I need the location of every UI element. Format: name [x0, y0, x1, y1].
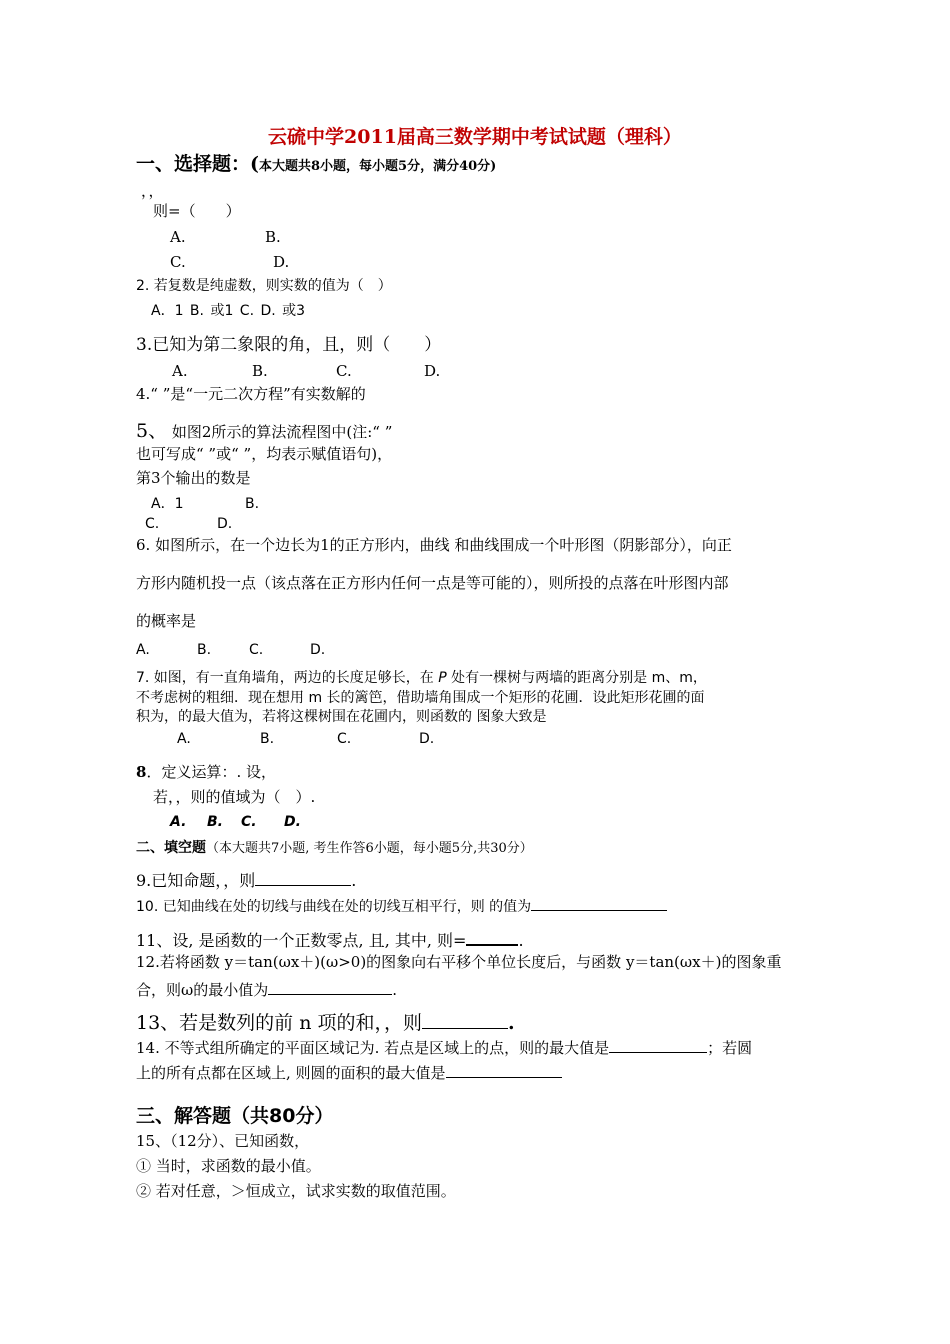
q7-option-d: D.: [419, 731, 435, 747]
q4-text: 4.“ ”是“一元二次方程”有实数解的: [136, 385, 366, 403]
q8-option-a: A.: [170, 814, 187, 830]
section2-note: （本大题共7小题, 考生作答6小题，每小题5分,共30分）: [206, 841, 533, 856]
q6-option-a: A.: [136, 642, 150, 658]
q13-line: [136, 1010, 515, 1036]
q7-point-label: P: [438, 670, 447, 686]
q5-option-d: D.: [217, 516, 233, 532]
q15-line2: ① 当时，求函数的最小值。: [136, 1157, 321, 1175]
q14-text-c: 上的所有点都在区域上, 则圆的面积的最大值是: [136, 1064, 446, 1082]
page-title: 云硫中学2011届高三数学期中考试试题（理科）: [268, 126, 682, 148]
q13-text: 13、若是数列的前 n 项的和，，则: [136, 1012, 422, 1034]
q13-answer-blank: [422, 1010, 508, 1029]
section1-header: [136, 151, 496, 177]
q14-answer-blank-1: [609, 1038, 707, 1053]
q5-line1: [136, 418, 392, 444]
q6-line3: 的概率是: [136, 612, 197, 630]
q3-option-c: C.: [336, 362, 352, 380]
q3-text: 3.已知为第二象限的角，且，则（ ）: [136, 335, 442, 355]
q10-text: 10. 已知曲线在处的切线与曲线在处的切线互相平行，则 的值为: [136, 899, 532, 915]
q6-option-d: D.: [310, 642, 326, 658]
q12-text: 合，则ω的最小值为: [136, 981, 269, 999]
q5-line3: 第3个输出的数是: [136, 469, 251, 487]
q11-end: .: [518, 931, 524, 950]
q14-text-b: ；若圆: [707, 1039, 753, 1057]
q12-end: .: [392, 981, 398, 999]
q7-line2: 不考虑树的粗细．现在想用 m 长的篱笆，借助墙角围成一个矩形的花圃．设此矩形花圃的面: [136, 690, 705, 706]
section2-header: [136, 837, 533, 859]
q3-option-d: D.: [424, 362, 441, 380]
q8-line2: 若，，则的值域为（ ）.: [153, 788, 316, 806]
q6-option-c: C.: [249, 642, 264, 658]
q7-text-a: 如图，有一直角墙角，两边的长度足够长，在: [149, 670, 439, 686]
q11-answer-blank: [466, 930, 518, 946]
q12-line1: 12.若将函数 y＝tan(ωx＋)(ω>0)的图象向右平移个单位长度后，与函数 y＝tan(ωx＋)的图象重: [136, 953, 782, 971]
q7-line1: [136, 668, 707, 688]
section2-heading: 二、填空题: [136, 840, 206, 856]
q1-line1: ，，: [141, 182, 164, 200]
q3-option-a: A.: [172, 362, 188, 380]
q11-line: [136, 930, 524, 951]
q5-option-b: B.: [245, 496, 260, 512]
q1-line2: 则=（ ）: [153, 202, 241, 220]
q6-option-b: B.: [197, 642, 212, 658]
q5-text: 如图2所示的算法流程图中(注:“ ”: [167, 423, 393, 441]
q7-option-c: C.: [337, 731, 352, 747]
q7-text-b: 处有一棵树与两墙的距离分别是 m、m，: [446, 670, 707, 686]
q8-option-c: C.: [241, 814, 257, 830]
q9-text: 9.已知命题，，则: [136, 871, 256, 890]
q8-line1: [136, 762, 276, 782]
q5-number: 5、: [136, 420, 168, 442]
q15-line1: 15、（12分）、已知函数，: [136, 1132, 310, 1150]
q5-line2: 也可写成“ ”或“ ”，均表示赋值语句)，: [136, 445, 393, 463]
section1-note: 本大题共8小题，每小题5分，满分40分): [259, 159, 497, 174]
q1-option-d: D.: [273, 253, 290, 271]
q6-line2: 方形内随机投一点（该点落在正方形内任何一点是等可能的），则所投的点落在叶形图内部: [136, 574, 729, 592]
q1-option-b: B.: [265, 228, 281, 246]
q1-option-c: C.: [170, 253, 186, 271]
q2-text: 2. 若复数是纯虚数，则实数的值为（ ）: [136, 278, 392, 294]
q14-line2: [136, 1063, 562, 1083]
q9-line: [136, 871, 356, 891]
q10-answer-blank: [531, 896, 667, 911]
q1-option-a: A.: [170, 228, 186, 246]
q8-number: 8: [136, 763, 147, 781]
q14-text-a: 14. 不等式组所确定的平面区域记为. 若点是区域上的点，则的最大值是: [136, 1039, 610, 1057]
q14-line1: [136, 1038, 752, 1058]
section3-heading: 三、解答题（共80分）: [136, 1105, 334, 1127]
q8-text: ．定义运算：. 设，: [146, 763, 276, 781]
q2-options: A．1 B. 或1 C. D. 或3: [151, 303, 306, 319]
q5-option-c: C.: [145, 516, 160, 532]
section1-heading: 一、选择题：(: [136, 153, 259, 175]
q13-end: .: [508, 1012, 515, 1034]
q12-line2: [136, 980, 397, 1000]
q9-end: .: [351, 871, 357, 890]
q3-option-b: B.: [252, 362, 268, 380]
q5-option-a: A．1: [151, 496, 184, 512]
q7-option-a: A.: [177, 731, 191, 747]
q11-text: 11、设, 是函数的一个正数零点, 且, 其中, 则=: [136, 931, 467, 950]
q8-option-b: B.: [207, 814, 223, 830]
q7-option-b: B.: [260, 731, 275, 747]
q8-option-d: D.: [284, 814, 301, 830]
q7-number: 7.: [136, 670, 150, 686]
q6-line1: 6. 如图所示，在一个边长为1的正方形内，曲线 和曲线围成一个叶形图（阴影部分），向正: [136, 536, 732, 554]
q12-answer-blank: [268, 980, 392, 995]
q14-answer-blank-2: [446, 1063, 562, 1078]
q10-line: [136, 896, 667, 917]
q9-answer-blank: [255, 871, 351, 886]
q7-line3: 积为，的最大值为，若将这棵树围在花圃内，则函数的 图象大致是: [136, 709, 547, 725]
q15-line3: ② 若对任意，＞恒成立，试求实数的取值范围。: [136, 1182, 456, 1200]
